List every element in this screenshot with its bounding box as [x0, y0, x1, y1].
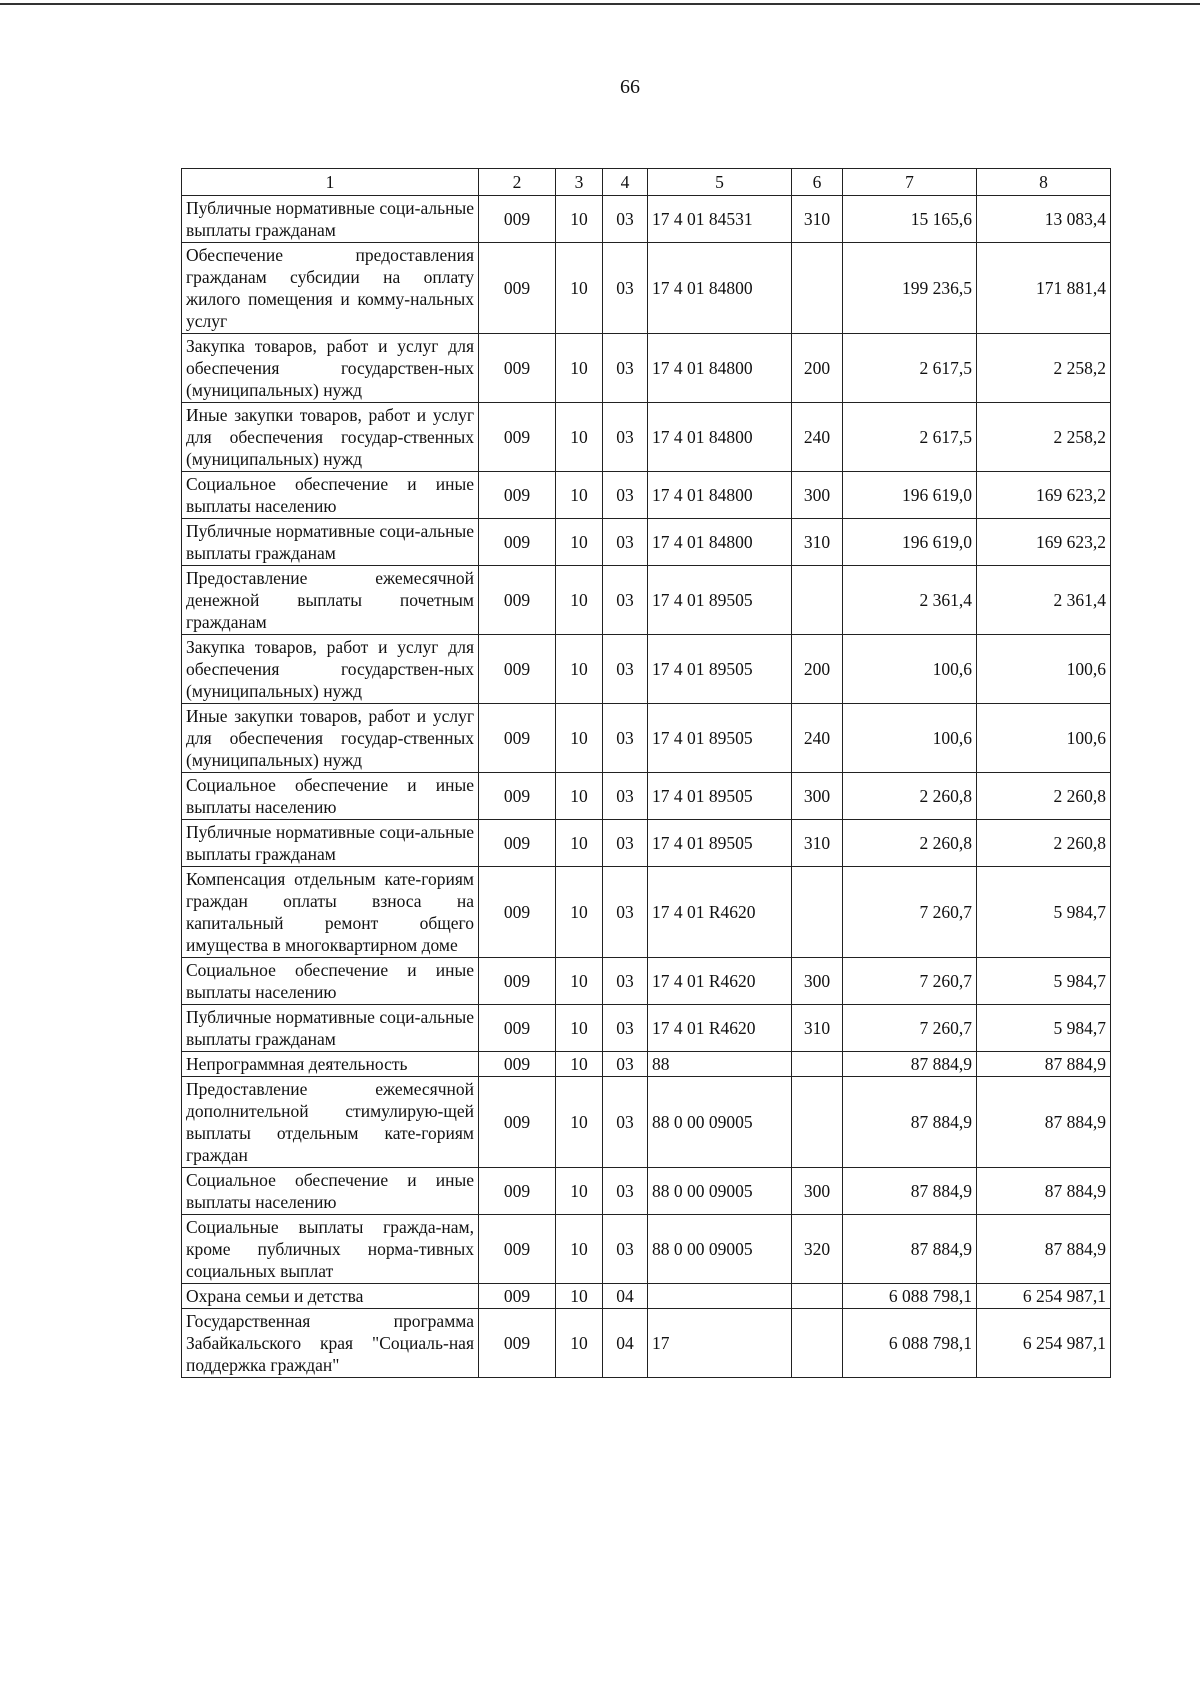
cell-amount-year1: 87 884,9	[843, 1077, 977, 1168]
cell-amount-year1: 2 617,5	[843, 403, 977, 472]
table-row	[182, 1284, 1111, 1309]
cell-section: 10	[556, 1052, 603, 1077]
cell-amount-year1: 7 260,7	[843, 958, 977, 1005]
item-name: Иные закупки товаров, работ и услуг для обеспечения государ-ственных (муниципальных) нужд	[182, 704, 479, 773]
cell-expense-type: 240	[792, 704, 843, 773]
cell-amount-year2: 2 258,2	[977, 403, 1111, 472]
cell-amount-year1: 199 236,5	[843, 243, 977, 334]
cell-subsection: 04	[603, 1309, 648, 1378]
cell-expense-type: 300	[792, 958, 843, 1005]
cell-target-article: 17 4 01 89505	[648, 635, 792, 704]
cell-section: 10	[556, 243, 603, 334]
table-row	[182, 566, 1111, 635]
table-row	[182, 1052, 1111, 1077]
item-name: Социальное обеспечение и иные выплаты населению	[182, 773, 479, 820]
cell-subsection: 03	[603, 773, 648, 820]
cell-subsection: 03	[603, 334, 648, 403]
cell-target-article: 17 4 01 89505	[648, 820, 792, 867]
cell-amount-year1: 2 260,8	[843, 820, 977, 867]
table-row	[182, 1215, 1111, 1284]
cell-subsection: 03	[603, 820, 648, 867]
cell-ministry-code: 009	[479, 196, 556, 243]
item-name: Иные закупки товаров, работ и услуг для обеспечения государ-ственных (муниципальных) нужд	[182, 403, 479, 472]
cell-amount-year2: 6 254 987,1	[977, 1284, 1111, 1309]
cell-amount-year2: 100,6	[977, 704, 1111, 773]
cell-subsection: 03	[603, 958, 648, 1005]
cell-expense-type	[792, 867, 843, 958]
cell-expense-type: 200	[792, 334, 843, 403]
cell-amount-year2: 2 258,2	[977, 334, 1111, 403]
cell-section: 10	[556, 773, 603, 820]
cell-subsection: 03	[603, 196, 648, 243]
item-name: Публичные нормативные соци-альные выплаты гражданам	[182, 820, 479, 867]
cell-target-article: 17 4 01 84800	[648, 472, 792, 519]
cell-subsection: 03	[603, 403, 648, 472]
cell-amount-year1: 6 088 798,1	[843, 1284, 977, 1309]
cell-amount-year2: 169 623,2	[977, 472, 1111, 519]
item-name: Непрограммная деятельность	[182, 1052, 479, 1077]
cell-target-article: 17	[648, 1309, 792, 1378]
cell-target-article: 17 4 01 R4620	[648, 958, 792, 1005]
table-row	[182, 472, 1111, 519]
cell-amount-year2: 2 260,8	[977, 773, 1111, 820]
item-name: Закупка товаров, работ и услуг для обеспечения государствен-ных (муниципальных) нужд	[182, 635, 479, 704]
cell-amount-year2: 2 260,8	[977, 820, 1111, 867]
table-row	[182, 243, 1111, 334]
cell-section: 10	[556, 472, 603, 519]
cell-amount-year1: 87 884,9	[843, 1215, 977, 1284]
cell-amount-year1: 87 884,9	[843, 1052, 977, 1077]
cell-target-article: 88	[648, 1052, 792, 1077]
cell-ministry-code: 009	[479, 1215, 556, 1284]
cell-subsection: 03	[603, 1077, 648, 1168]
table-row	[182, 773, 1111, 820]
cell-section: 10	[556, 704, 603, 773]
table-row	[182, 820, 1111, 867]
cell-section: 10	[556, 403, 603, 472]
item-name: Обеспечение предоставления гражданам субсидии на оплату жилого помещения и комму-нальных услуг	[182, 243, 479, 334]
header-row	[182, 169, 1111, 196]
cell-target-article: 17 4 01 84800	[648, 334, 792, 403]
cell-subsection: 03	[603, 1215, 648, 1284]
item-name: Публичные нормативные соци-альные выплаты гражданам	[182, 1005, 479, 1052]
item-name: Публичные нормативные соци-альные выплаты гражданам	[182, 196, 479, 243]
cell-section: 10	[556, 1077, 603, 1168]
cell-expense-type: 300	[792, 472, 843, 519]
cell-amount-year2: 87 884,9	[977, 1215, 1111, 1284]
cell-target-article: 17 4 01 84800	[648, 243, 792, 334]
cell-section: 10	[556, 958, 603, 1005]
cell-amount-year2: 5 984,7	[977, 1005, 1111, 1052]
cell-amount-year1: 15 165,6	[843, 196, 977, 243]
cell-expense-type: 310	[792, 196, 843, 243]
cell-target-article: 17 4 01 84800	[648, 519, 792, 566]
cell-amount-year2: 13 083,4	[977, 196, 1111, 243]
item-name: Социальные выплаты гражда-нам, кроме публичных норма-тивных социальных выплат	[182, 1215, 479, 1284]
cell-amount-year1: 2 260,8	[843, 773, 977, 820]
cell-amount-year2: 87 884,9	[977, 1077, 1111, 1168]
cell-target-article: 17 4 01 R4620	[648, 867, 792, 958]
cell-amount-year1: 100,6	[843, 635, 977, 704]
cell-section: 10	[556, 519, 603, 566]
cell-section: 10	[556, 635, 603, 704]
item-name: Публичные нормативные соци-альные выплаты гражданам	[182, 519, 479, 566]
cell-target-article: 17 4 01 89505	[648, 704, 792, 773]
cell-amount-year2: 5 984,7	[977, 867, 1111, 958]
page-number: 66	[620, 76, 640, 98]
cell-target-article: 88 0 00 09005	[648, 1077, 792, 1168]
cell-expense-type: 300	[792, 773, 843, 820]
cell-target-article: 17 4 01 89505	[648, 773, 792, 820]
col-header-1: 1	[182, 169, 479, 196]
table-row	[182, 958, 1111, 1005]
table-row	[182, 403, 1111, 472]
cell-subsection: 03	[603, 519, 648, 566]
cell-section: 10	[556, 1309, 603, 1378]
cell-target-article: 17 4 01 89505	[648, 566, 792, 635]
cell-amount-year1: 7 260,7	[843, 867, 977, 958]
cell-expense-type: 310	[792, 1005, 843, 1052]
item-name: Государственная программа Забайкальского края "Социаль-ная поддержка граждан"	[182, 1309, 479, 1378]
table-row	[182, 867, 1111, 958]
cell-target-article: 17 4 01 84800	[648, 403, 792, 472]
cell-amount-year1: 7 260,7	[843, 1005, 977, 1052]
col-header-7: 7	[843, 169, 977, 196]
cell-expense-type: 200	[792, 635, 843, 704]
col-header-2: 2	[479, 169, 556, 196]
cell-ministry-code: 009	[479, 1005, 556, 1052]
cell-ministry-code: 009	[479, 1284, 556, 1309]
col-header-4: 4	[603, 169, 648, 196]
item-name: Социальное обеспечение и иные выплаты населению	[182, 958, 479, 1005]
table-row	[182, 519, 1111, 566]
cell-amount-year2: 169 623,2	[977, 519, 1111, 566]
cell-section: 10	[556, 334, 603, 403]
cell-ministry-code: 009	[479, 1309, 556, 1378]
cell-ministry-code: 009	[479, 704, 556, 773]
cell-amount-year1: 2 617,5	[843, 334, 977, 403]
cell-amount-year2: 2 361,4	[977, 566, 1111, 635]
item-name: Социальное обеспечение и иные выплаты населению	[182, 472, 479, 519]
cell-amount-year1: 87 884,9	[843, 1168, 977, 1215]
cell-ministry-code: 009	[479, 635, 556, 704]
table-row	[182, 196, 1111, 243]
cell-subsection: 03	[603, 867, 648, 958]
cell-subsection: 03	[603, 472, 648, 519]
cell-expense-type: 300	[792, 1168, 843, 1215]
table-row	[182, 334, 1111, 403]
cell-amount-year2: 171 881,4	[977, 243, 1111, 334]
cell-ministry-code: 009	[479, 958, 556, 1005]
cell-amount-year2: 6 254 987,1	[977, 1309, 1111, 1378]
cell-subsection: 03	[603, 704, 648, 773]
cell-target-article: 88 0 00 09005	[648, 1215, 792, 1284]
cell-expense-type: 240	[792, 403, 843, 472]
cell-expense-type	[792, 1077, 843, 1168]
col-header-8: 8	[977, 169, 1111, 196]
cell-subsection: 04	[603, 1284, 648, 1309]
cell-section: 10	[556, 566, 603, 635]
item-name: Закупка товаров, работ и услуг для обеспечения государствен-ных (муниципальных) нужд	[182, 334, 479, 403]
item-name: Предоставление ежемесячной денежной выплаты почетным гражданам	[182, 566, 479, 635]
cell-ministry-code: 009	[479, 472, 556, 519]
cell-expense-type: 320	[792, 1215, 843, 1284]
cell-ministry-code: 009	[479, 1168, 556, 1215]
cell-ministry-code: 009	[479, 519, 556, 566]
cell-section: 10	[556, 1005, 603, 1052]
cell-ministry-code: 009	[479, 820, 556, 867]
table-row	[182, 635, 1111, 704]
cell-amount-year2: 87 884,9	[977, 1052, 1111, 1077]
cell-subsection: 03	[603, 1005, 648, 1052]
cell-ministry-code: 009	[479, 566, 556, 635]
budget-table	[181, 168, 1111, 1378]
table-row	[182, 1168, 1111, 1215]
cell-subsection: 03	[603, 243, 648, 334]
cell-amount-year1: 6 088 798,1	[843, 1309, 977, 1378]
cell-ministry-code: 009	[479, 1052, 556, 1077]
cell-amount-year1: 196 619,0	[843, 472, 977, 519]
item-name: Социальное обеспечение и иные выплаты населению	[182, 1168, 479, 1215]
col-header-3: 3	[556, 169, 603, 196]
cell-section: 10	[556, 820, 603, 867]
cell-amount-year2: 100,6	[977, 635, 1111, 704]
cell-section: 10	[556, 196, 603, 243]
cell-expense-type	[792, 1309, 843, 1378]
item-name: Охрана семьи и детства	[182, 1284, 479, 1309]
table-row	[182, 1005, 1111, 1052]
cell-amount-year2: 5 984,7	[977, 958, 1111, 1005]
cell-amount-year1: 196 619,0	[843, 519, 977, 566]
cell-expense-type: 310	[792, 820, 843, 867]
cell-subsection: 03	[603, 1052, 648, 1077]
item-name: Предоставление ежемесячной дополнительной стимулирую-щей выплаты отдельным кате-гориям граждан	[182, 1077, 479, 1168]
table-row	[182, 1077, 1111, 1168]
cell-section: 10	[556, 1168, 603, 1215]
cell-ministry-code: 009	[479, 867, 556, 958]
cell-target-article: 17 4 01 84531	[648, 196, 792, 243]
cell-target-article	[648, 1284, 792, 1309]
cell-ministry-code: 009	[479, 403, 556, 472]
cell-subsection: 03	[603, 566, 648, 635]
cell-amount-year1: 2 361,4	[843, 566, 977, 635]
item-name: Компенсация отдельным кате-гориям граждан оплаты взноса на капитальный ремонт общего имущества в многоквартирном доме	[182, 867, 479, 958]
cell-ministry-code: 009	[479, 334, 556, 403]
cell-expense-type	[792, 243, 843, 334]
cell-expense-type	[792, 1052, 843, 1077]
cell-amount-year1: 100,6	[843, 704, 977, 773]
cell-subsection: 03	[603, 635, 648, 704]
cell-ministry-code: 009	[479, 243, 556, 334]
table-row	[182, 704, 1111, 773]
col-header-6: 6	[792, 169, 843, 196]
cell-ministry-code: 009	[479, 773, 556, 820]
cell-section: 10	[556, 867, 603, 958]
cell-expense-type	[792, 566, 843, 635]
cell-target-article: 17 4 01 R4620	[648, 1005, 792, 1052]
cell-target-article: 88 0 00 09005	[648, 1168, 792, 1215]
col-header-5: 5	[648, 169, 792, 196]
cell-section: 10	[556, 1284, 603, 1309]
cell-ministry-code: 009	[479, 1077, 556, 1168]
cell-section: 10	[556, 1215, 603, 1284]
table-row	[182, 1309, 1111, 1378]
cell-subsection: 03	[603, 1168, 648, 1215]
cell-expense-type: 310	[792, 519, 843, 566]
cell-amount-year2: 87 884,9	[977, 1168, 1111, 1215]
top-border-line	[0, 3, 1200, 5]
cell-expense-type	[792, 1284, 843, 1309]
